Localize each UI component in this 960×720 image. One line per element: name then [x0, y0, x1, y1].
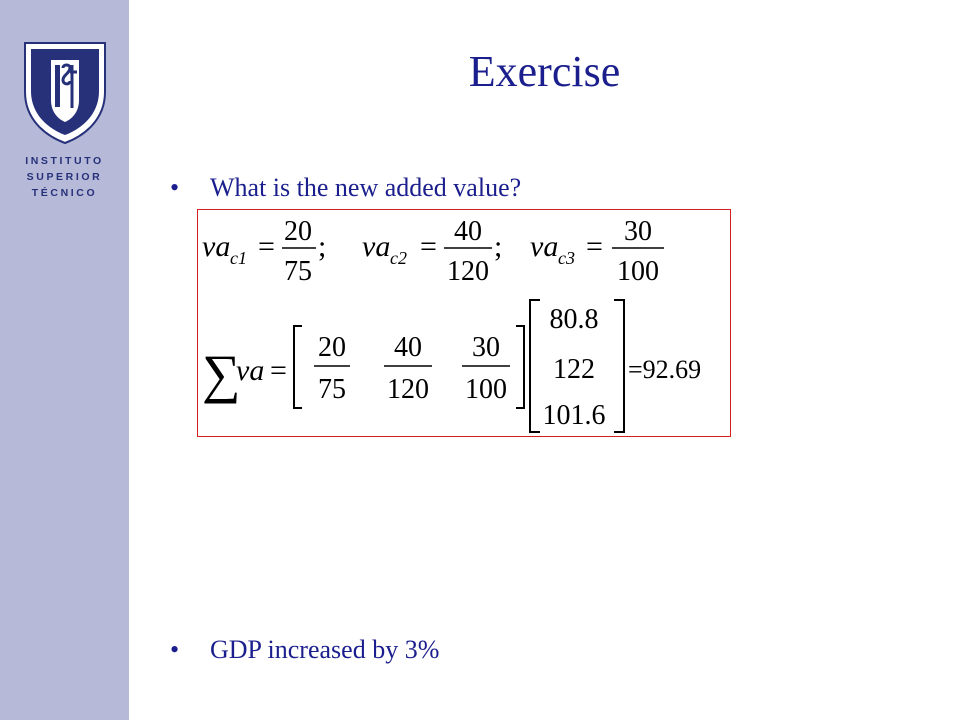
svg-text:va: va [236, 354, 265, 387]
svg-text:=: = [420, 230, 437, 263]
svg-text:va: va [202, 230, 231, 263]
bullet-symbol: • [170, 635, 180, 664]
svg-text:=92.69: =92.69 [628, 355, 702, 384]
svg-text:=: = [270, 354, 287, 387]
logo-line-3: TÉCNICO [31, 187, 98, 199]
svg-text:80.8: 80.8 [549, 304, 599, 335]
bullet-item-1 [170, 172, 521, 204]
svg-text:75: 75 [284, 256, 312, 287]
svg-text:30: 30 [624, 216, 652, 247]
svg-text:20: 20 [318, 332, 346, 363]
svg-text:va: va [530, 230, 559, 263]
svg-text:c2: c2 [390, 248, 407, 268]
equation-svg [198, 210, 732, 438]
bullet-text: What is the new added value? [210, 173, 522, 202]
svg-text:=: = [258, 230, 275, 263]
svg-text:100: 100 [617, 256, 659, 287]
svg-text:;: ; [494, 230, 503, 263]
bullet-item-2 [170, 634, 439, 666]
svg-text:40: 40 [394, 332, 422, 363]
svg-text:∑: ∑ [202, 344, 241, 404]
svg-text:va: va [362, 230, 391, 263]
equation-c2 [362, 216, 502, 287]
bullet-text: GDP increased by 3% [210, 635, 440, 664]
equation-sum [202, 300, 701, 432]
svg-text:100: 100 [465, 374, 507, 405]
svg-text:101.6: 101.6 [542, 400, 606, 431]
bullet-symbol: • [170, 173, 180, 202]
svg-text:40: 40 [454, 216, 482, 247]
svg-text:122: 122 [553, 354, 595, 385]
equation-box [197, 209, 731, 437]
svg-text:30: 30 [472, 332, 500, 363]
ist-logo-icon [22, 40, 108, 146]
svg-text:120: 120 [387, 374, 429, 405]
equation-c1 [202, 216, 326, 287]
svg-text:;: ; [318, 230, 327, 263]
svg-text:75: 75 [318, 374, 346, 405]
svg-text:120: 120 [447, 256, 489, 287]
logo-line-1: INSTITUTO [25, 155, 104, 167]
equation-c3 [530, 216, 664, 287]
logo-line-2: SUPERIOR [26, 171, 103, 183]
svg-text:20: 20 [284, 216, 312, 247]
sidebar [0, 0, 129, 720]
slide-title: Exercise [468, 47, 621, 96]
svg-text:=: = [586, 230, 603, 263]
svg-text:c1: c1 [230, 248, 247, 268]
svg-text:c3: c3 [558, 248, 575, 268]
